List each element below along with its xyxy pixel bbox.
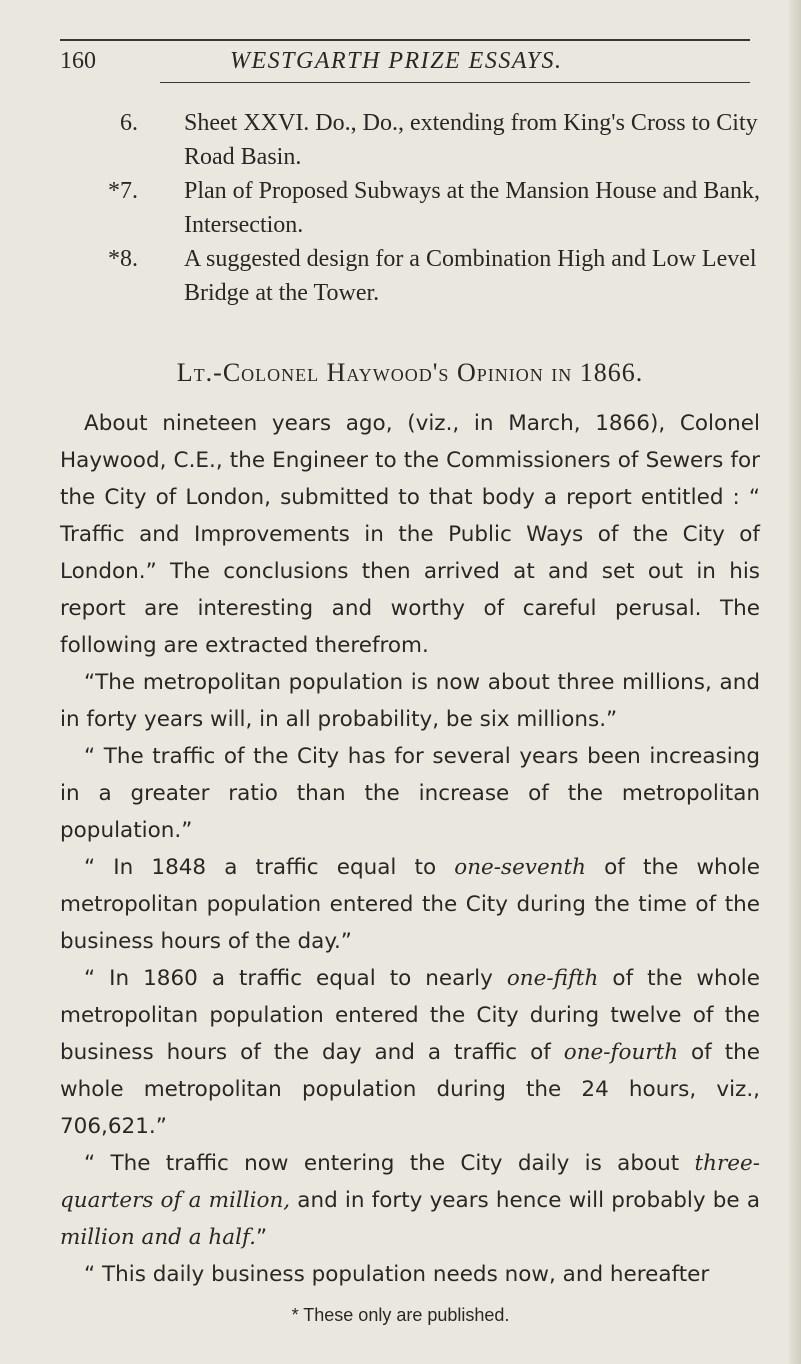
italic-run: one-fifth (506, 966, 599, 991)
paragraph (60, 1145, 760, 1256)
text-run: “ The traffic now entering the City daily is about (84, 1151, 695, 1176)
body-text (60, 405, 760, 1293)
paragraph (60, 960, 760, 1145)
footnote: * These only are published. (291, 1305, 510, 1325)
text-run: of the whole metropolitan population entered the City during twelve of the business hours of the day and a traffic of (60, 966, 760, 1065)
paragraph: “ The traffic of the City has for several years been increasing in a greater ratio than the increase of the metropolitan population.” (60, 744, 760, 843)
italic-run: three-quarters of a million, (60, 1151, 760, 1213)
list-text: Plan of Proposed Subways at the Mansion House and Bank, Intersection. (184, 178, 760, 238)
running-header (60, 46, 750, 76)
paragraph (60, 849, 760, 960)
running-title: WESTGARTH PRIZE ESSAYS. (230, 48, 563, 74)
italic-run: one-seventh (454, 855, 587, 880)
section-heading: Lt.-Colonel Haywood's Opinion in 1866. (176, 358, 644, 387)
paragraph: “The metropolitan population is now about three millions, and in forty years will, in all probability, be six millions.” (60, 670, 760, 732)
page-edge (789, 0, 801, 1364)
list-star: * (108, 246, 120, 272)
list-item (120, 106, 760, 174)
text-run: ” (256, 1225, 268, 1250)
list-number: 7. (120, 178, 138, 204)
list-text: Sheet XXVI. Do., Do., extending from King's Cross to City Road Basin. (184, 110, 758, 170)
list-text: A suggested design for a Combination High and Low Level Bridge at the Tower. (184, 246, 757, 306)
paragraph: About nineteen years ago, (viz., in March, 1866), Colonel Haywood, C.E., the Engineer to the Commissioners of Sewers for the City of London, submitted to that body a report entitled : “ Traffic and Improvements in the Public Ways of the City of London.” The conclusions then arrived at and set out in his report are interesting and worthy of careful perusal. The following are extracted therefrom. (60, 411, 760, 658)
text-run: of the whole metropolitan population during the 24 hours, viz., 706,621.” (60, 1040, 760, 1139)
text-run: “ In 1848 a traffic equal to (84, 855, 455, 880)
plan-list (108, 106, 760, 310)
list-star: * (108, 178, 120, 204)
text-run: and in forty years hence will probably be a (290, 1188, 760, 1213)
italic-run: million and a half. (60, 1225, 256, 1250)
page-number: 160 (60, 48, 96, 74)
italic-run: one-fourth (563, 1040, 679, 1065)
header-rule-bottom (160, 82, 750, 83)
text-run: “ In 1860 a traffic equal to nearly (84, 966, 507, 991)
text-run: of the whole metropolitan population entered the City during the time of the business hours of the day.” (60, 855, 761, 954)
list-item (108, 174, 760, 242)
list-number: 6. (120, 110, 138, 136)
list-item (108, 242, 760, 310)
header-rule-top (60, 39, 750, 41)
list-number: 8. (120, 246, 138, 272)
paragraph: “ This daily business population needs now, and hereafter (84, 1262, 710, 1287)
